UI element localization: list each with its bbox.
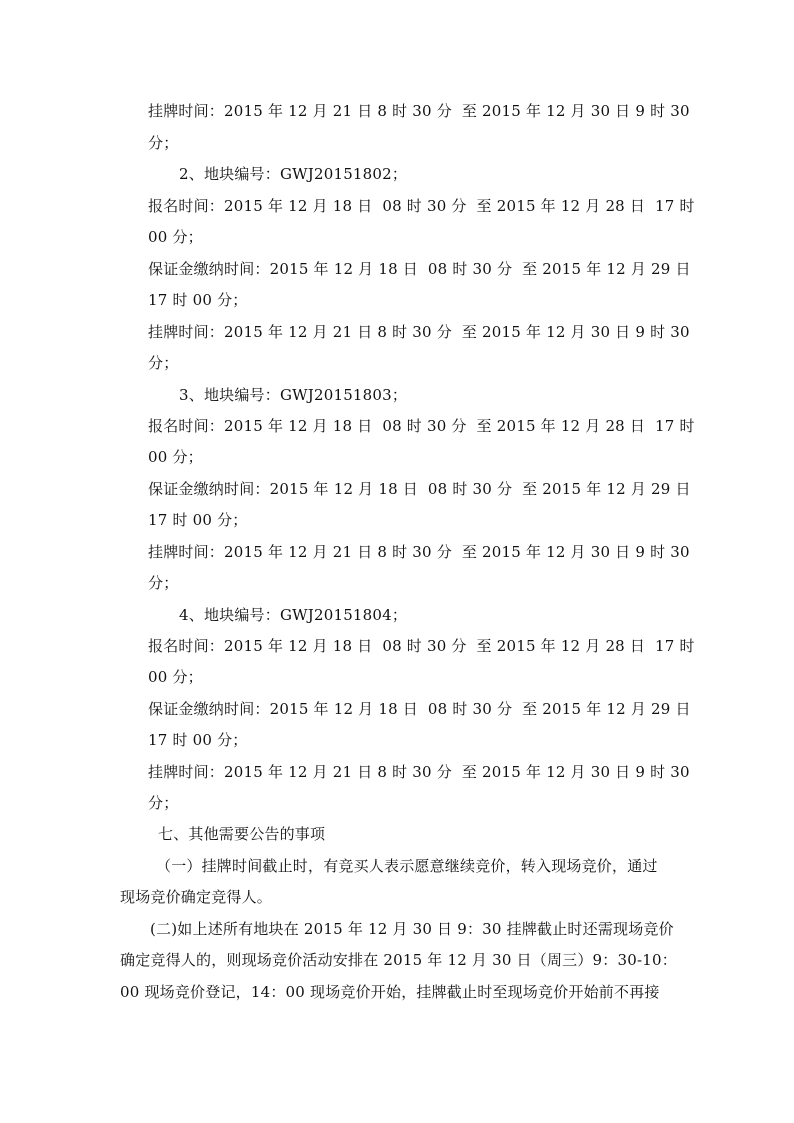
text-line: 挂牌时间：2015 年 12 月 21 日 8 时 30 分 至 2015 年 12 月 30 日 9 时 30 — [148, 763, 690, 781]
section-heading: 七、其他需要公告的事项 — [158, 825, 326, 843]
text-line: 分； — [148, 134, 179, 152]
text-line: 报名时间：2015 年 12 月 18 日 08 时 30 分 至 2015 年 12 月 28 日 17 时 — [148, 637, 695, 655]
text-line: 分； — [148, 794, 179, 812]
text-line: 00 分； — [148, 228, 203, 246]
text-line: 保证金缴纳时间：2015 年 12 月 18 日 08 时 30 分 至 2015 年 12 月 29 日 — [148, 260, 691, 278]
text-line: 分； — [148, 354, 179, 372]
paragraph-line: (二)如上述所有地块在 2015 年 12 月 30 日 9：30 挂牌截止时还需现场竞价 — [150, 920, 674, 938]
text-line: 17 时 00 分； — [148, 291, 248, 309]
text-line: 17 时 00 分； — [148, 731, 248, 749]
text-line: 报名时间：2015 年 12 月 18 日 08 时 30 分 至 2015 年 12 月 28 日 17 时 — [148, 417, 695, 435]
text-line: 00 分； — [148, 448, 203, 466]
section-item-heading: 4、地块编号：GWJ20151804； — [179, 606, 408, 624]
text-line: 保证金缴纳时间：2015 年 12 月 18 日 08 时 30 分 至 2015 年 12 月 29 日 — [148, 700, 691, 718]
text-line: 保证金缴纳时间：2015 年 12 月 18 日 08 时 30 分 至 2015 年 12 月 29 日 — [148, 480, 691, 498]
text-line: 00 分； — [148, 668, 203, 686]
paragraph-line: 00 现场竞价登记，14：00 现场竞价开始，挂牌截止时至现场竞价开始前不再接 — [120, 983, 660, 1001]
text-line: 挂牌时间：2015 年 12 月 21 日 8 时 30 分 至 2015 年 12 月 30 日 9 时 30 — [148, 323, 690, 341]
text-line: 挂牌时间：2015 年 12 月 21 日 8 时 30 分 至 2015 年 12 月 30 日 9 时 30 — [148, 543, 690, 561]
section-item-heading: 2、地块编号：GWJ20151802； — [179, 165, 408, 183]
paragraph-line: 确定竞得人的，则现场竞价活动安排在 2015 年 12 月 30 日（周三）9：30-10： — [120, 951, 677, 969]
paragraph-line: 现场竞价确定竞得人。 — [120, 888, 273, 906]
text-line: 挂牌时间：2015 年 12 月 21 日 8 时 30 分 至 2015 年 12 月 30 日 9 时 30 — [148, 102, 690, 120]
text-line: 分； — [148, 574, 179, 592]
text-line: 报名时间：2015 年 12 月 18 日 08 时 30 分 至 2015 年 12 月 28 日 17 时 — [148, 197, 695, 215]
text-line: 17 时 00 分； — [148, 511, 248, 529]
paragraph-line: （一）挂牌时间截止时，有竞买人表示愿意继续竞价，转入现场竞价，通过 — [156, 857, 658, 875]
section-item-heading: 3、地块编号：GWJ20151803； — [179, 386, 408, 404]
